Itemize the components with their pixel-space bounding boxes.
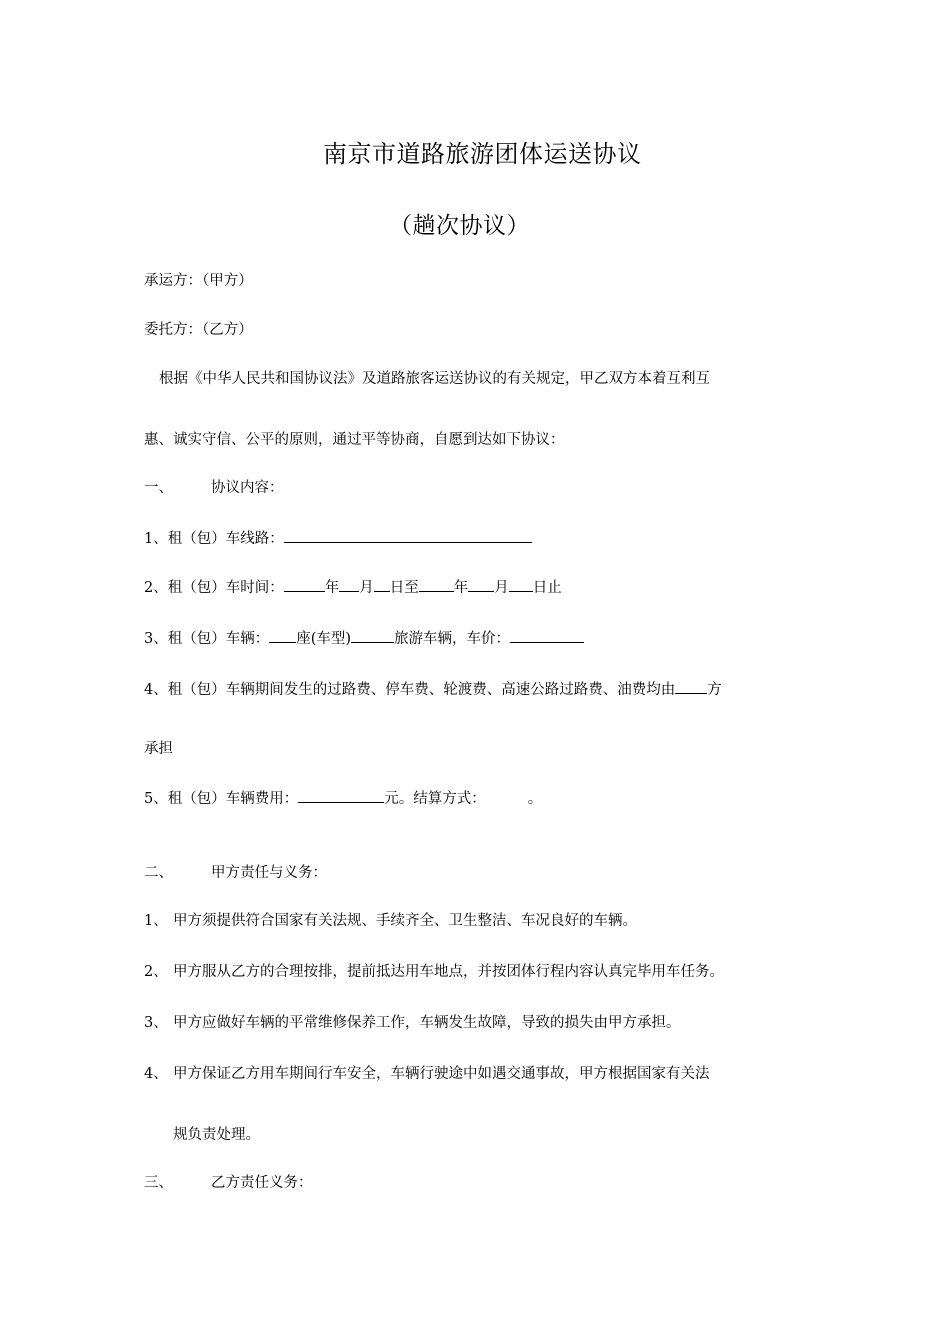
rental-time-label: 2、租（包）车时间： [144, 580, 284, 596]
clause-2-3-number: 3、 [144, 1015, 168, 1031]
rental-fee-blank[interactable] [298, 787, 384, 803]
clause-1-4-continued: 承担 [144, 741, 173, 757]
year-label: 年 [324, 580, 340, 596]
fees-party-blank[interactable] [675, 678, 707, 694]
start-month-blank[interactable] [339, 576, 359, 592]
document-title: 南京市道路旅游团体运送协议 [323, 140, 642, 168]
clause-1-4 [144, 678, 722, 700]
document-subtitle: （趟次协议） [389, 213, 530, 239]
start-day-blank[interactable] [374, 576, 390, 592]
end-day-blank[interactable] [509, 576, 533, 592]
end-year-blank[interactable] [419, 576, 454, 592]
fees-party-suffix: 方 [707, 682, 722, 698]
clause-2-1-text: 甲方须提供符合国家有关法规、手续齐全、卫生整洁、车况良好的车辆。 [173, 913, 637, 929]
section-2-number: 二、 [144, 865, 173, 881]
route-label: 1、租（包）车线路： [144, 531, 284, 547]
month-label-2: 月 [494, 580, 509, 596]
vehicle-label: 3、租（包）车辆： [144, 631, 270, 647]
year-label-2: 年 [453, 580, 469, 596]
clause-2-1-number: 1、 [144, 913, 168, 929]
month-label: 月 [359, 580, 374, 596]
settlement-end: 。 [527, 791, 543, 807]
clause-2-3-text: 甲方应做好车辆的平常维修保养工作，车辆发生故障，导致的损失由甲方承担。 [173, 1015, 681, 1031]
clause-2-2-number: 2、 [144, 964, 168, 980]
start-year-blank[interactable] [284, 576, 325, 592]
clause-1-5 [144, 787, 542, 809]
section-3-heading: 乙方责任义务： [211, 1175, 313, 1191]
party-b-line: 委托方：（乙方） [144, 322, 253, 338]
end-month-blank[interactable] [468, 576, 494, 592]
day-to-label: 日至 [389, 580, 419, 596]
seat-count-blank[interactable] [269, 627, 296, 643]
vehicle-price-label: 旅游车辆，车价： [394, 631, 511, 647]
intro-paragraph-line-2: 惠、诚实守信、公平的原则，通过平等协商，自愿到达如下协议： [144, 432, 565, 448]
vehicle-price-blank[interactable] [510, 627, 584, 643]
intro-paragraph-line-1: 根据《中华人民共和国协议法》及道路旅客运送协议的有关规定，甲乙双方本着互利互 [159, 371, 710, 387]
section-3-number: 三、 [144, 1175, 173, 1191]
day-end-label: 日止 [532, 580, 562, 596]
seat-label: 座(车型) [296, 631, 352, 647]
clause-1-1 [144, 527, 532, 549]
clause-2-4-number: 4、 [144, 1066, 168, 1082]
party-a-line: 承运方：（甲方） [144, 273, 253, 289]
settlement-label: 元。结算方式： [384, 791, 486, 807]
clause-2-4-text: 甲方保证乙方用车期间行车安全，车辆行驶途中如遇交通事故，甲方根据国家有关法 [173, 1066, 710, 1082]
rental-fee-label: 5、租（包）车辆费用： [144, 791, 299, 807]
route-blank[interactable] [284, 527, 532, 543]
vehicle-type-blank[interactable] [351, 627, 394, 643]
section-1-number: 一、 [144, 480, 173, 496]
section-2-heading: 甲方责任与义务： [211, 865, 327, 881]
clause-1-3 [144, 627, 584, 649]
clause-2-4-continued: 规负责处理。 [173, 1127, 260, 1143]
fees-text: 4、租（包）车辆期间发生的过路费、停车费、轮渡费、高速公路过路费、油费均由 [144, 682, 676, 698]
section-1-heading: 协议内容： [211, 480, 284, 496]
clause-2-2-text: 甲方服从乙方的合理按排，提前抵达用车地点，并按团体行程内容认真完毕用车任务。 [173, 964, 724, 980]
clause-1-2 [144, 576, 562, 598]
